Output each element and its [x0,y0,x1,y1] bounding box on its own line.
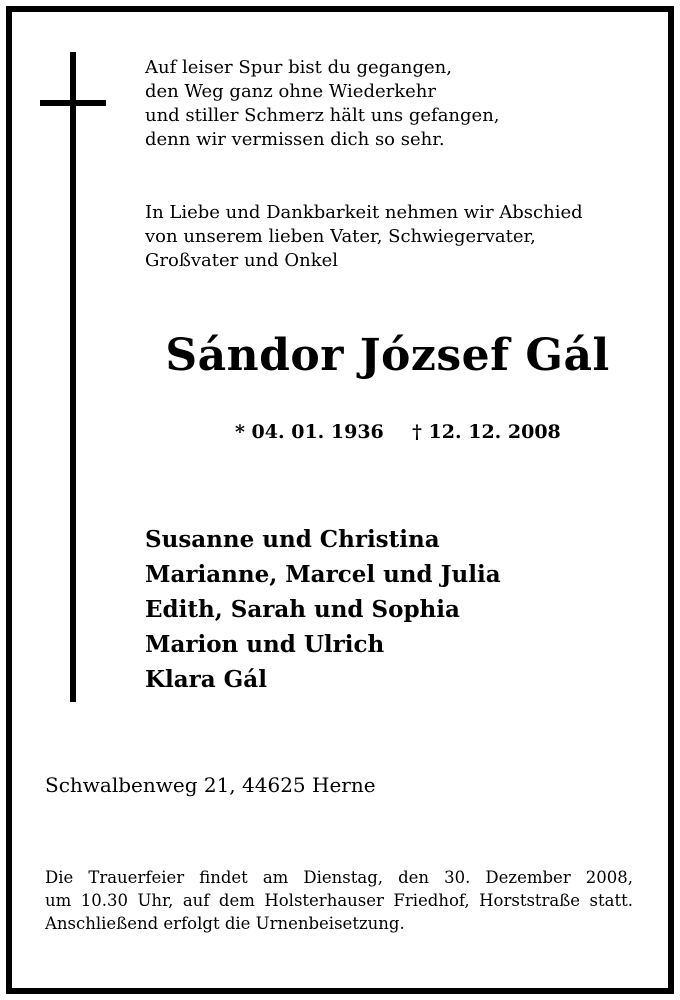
birth-date: * 04. 01. 1936 [235,421,384,443]
ceremony-line: Anschließend erfolgt die Urnenbeisetzung. [45,914,405,933]
death-date: † 12. 12. 2008 [412,421,561,443]
notice-border [6,6,674,994]
intro-line: Großvater und Onkel [145,250,339,271]
verse-line: und stiller Schmerz hält uns gefangen, [145,105,500,126]
deceased-name: Sándor József Gál [165,330,610,381]
family-address: Schwalbenweg 21, 44625 Herne [45,773,376,797]
mourner-entry: Klara Gál [145,666,267,693]
farewell-intro [145,201,583,273]
mourner-entry: Susanne und Christina [145,526,440,553]
mourners-list [145,522,501,697]
ceremony-line: um 10.30 Uhr, auf dem Holsterhauser Friedhof, Horststraße statt. [45,891,633,910]
intro-line: von unserem lieben Vater, Schwiegervater, [145,226,536,247]
mourner-entry: Marianne, Marcel und Julia [145,561,501,588]
verse-line: denn wir vermissen dich so sehr. [145,129,445,150]
ceremony-line: Die Trauerfeier findet am Dienstag, den 30. Dezember 2008, [45,868,633,887]
mourner-entry: Marion und Ulrich [145,631,385,658]
verse-line: Auf leiser Spur bist du gegangen, [145,57,452,78]
ceremony-info [45,866,633,935]
cross-icon-beam [40,100,106,106]
memorial-verse [145,56,500,152]
intro-line: In Liebe und Dankbarkeit nehmen wir Abschied [145,202,583,223]
mourner-entry: Edith, Sarah und Sophia [145,596,460,623]
verse-line: den Weg ganz ohne Wiederkehr [145,81,436,102]
